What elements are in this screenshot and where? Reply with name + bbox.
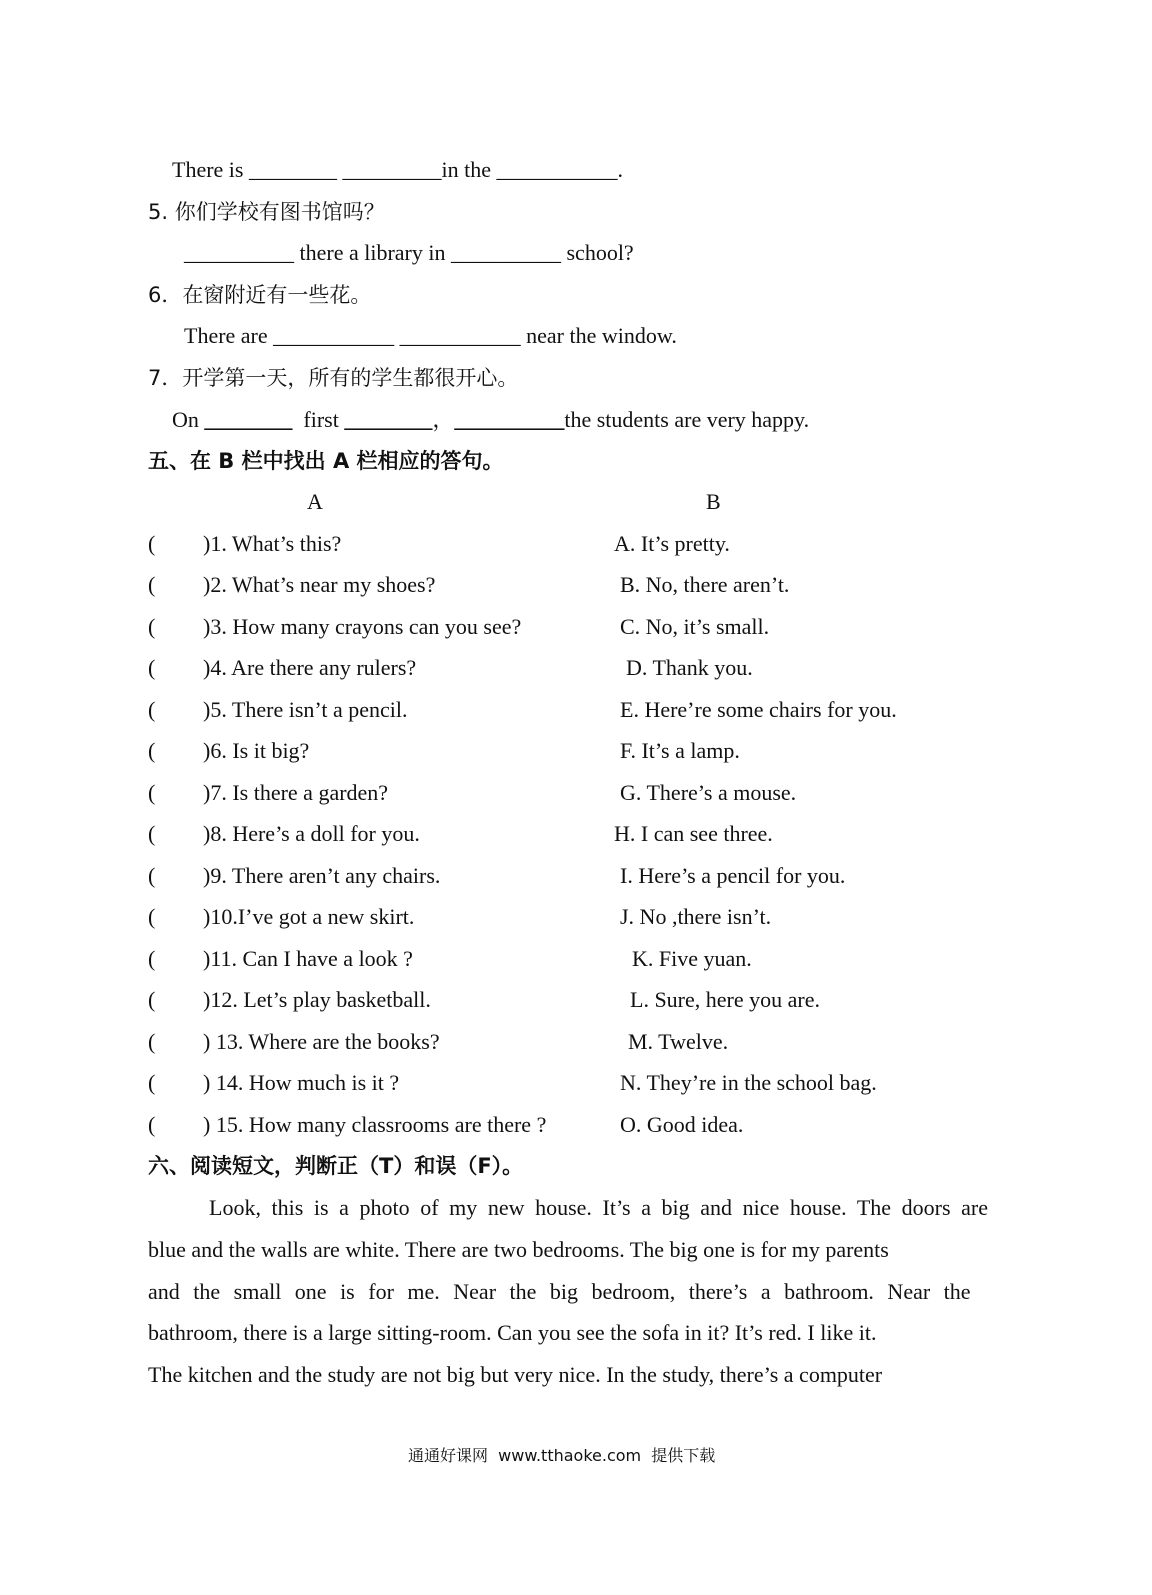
- question-a10: )10.I’ve got a new skirt.: [203, 904, 415, 929]
- answer-bracket: (: [148, 614, 156, 639]
- q6-answer-line: There are ___________ ___________ near the window.: [184, 323, 677, 348]
- answer-bracket: (: [148, 1070, 156, 1095]
- question-a8: )8. Here’s a doll for you.: [203, 821, 420, 846]
- answer-b-d: D. Thank you.: [626, 655, 753, 680]
- answer-b-o: O. Good idea.: [620, 1112, 744, 1137]
- answer-bracket: (: [148, 531, 156, 556]
- question-a11: )11. Can I have a look ?: [203, 946, 413, 971]
- question-a15: ) 15. How many classrooms are there ?: [203, 1112, 547, 1137]
- q5-answer-line: __________ there a library in __________ school?: [184, 240, 634, 265]
- page-footer: 通通好课网 www.tthaoke.com 提供下载: [408, 1446, 716, 1465]
- answer-bracket: (: [148, 572, 156, 597]
- answer-bracket: (: [148, 738, 156, 763]
- q7-blank-1: ________: [204, 407, 293, 432]
- q7-comma: ，: [432, 407, 455, 432]
- q5-prompt: 5. 你们学校有图书馆吗？: [148, 200, 385, 224]
- q7-answer-line: [172, 406, 809, 434]
- answer-bracket: (: [148, 1112, 156, 1137]
- passage-line-4: bathroom, there is a large sitting-room. Can you see the sofa in it? It’s red. I like it.: [148, 1320, 877, 1346]
- question-a1: )1. What’s this?: [203, 531, 342, 556]
- answer-b-c: C. No, it’s small.: [620, 614, 770, 639]
- answer-bracket: (: [148, 655, 156, 680]
- passage-line-2: blue and the walls are white. There are two bedrooms. The big one is for my parents: [148, 1236, 889, 1262]
- q7-on: On: [172, 407, 199, 432]
- answer-bracket: (: [148, 780, 156, 805]
- answer-b-e: E. Here’re some chairs for you.: [620, 697, 897, 722]
- column-a-label: A: [307, 489, 323, 514]
- question-a9: )9. There aren’t any chairs.: [203, 863, 441, 888]
- section6-heading: 六、阅读短文，判断正（T）和误（F）。: [148, 1154, 524, 1178]
- q7-tail: the students are very happy.: [564, 407, 810, 432]
- answer-b-j: J. No ,there isn’t.: [620, 904, 772, 929]
- question-a5: )5. There isn’t a pencil.: [203, 697, 408, 722]
- answer-b-l: L. Sure, here you are.: [630, 987, 820, 1012]
- answer-b-f: F. It’s a lamp.: [620, 738, 740, 763]
- answer-b-g: G. There’s a mouse.: [620, 780, 797, 805]
- answer-bracket: (: [148, 987, 156, 1012]
- q7-blank-2: ________: [344, 407, 433, 432]
- section5-heading: 五、在 B 栏中找出 A 栏相应的答句。: [148, 449, 504, 473]
- answer-bracket: (: [148, 697, 156, 722]
- question-a4: )4. Are there any rulers?: [203, 655, 417, 680]
- question-a12: )12. Let’s play basketball.: [203, 987, 431, 1012]
- answer-b-b: B. No, there aren’t.: [620, 572, 790, 597]
- answer-bracket: (: [148, 946, 156, 971]
- answer-bracket: (: [148, 1029, 156, 1054]
- answer-b-k: K. Five yuan.: [632, 946, 752, 971]
- question-a14: ) 14. How much is it ?: [203, 1070, 400, 1095]
- answer-b-a: A. It’s pretty.: [614, 531, 730, 556]
- answer-b-n: N. They’re in the school bag.: [620, 1070, 877, 1095]
- reading-passage: [148, 1187, 988, 1396]
- q6-prompt: 6．在窗附近有一些花。: [148, 283, 372, 307]
- question-a7: )7. Is there a garden?: [203, 780, 389, 805]
- q7-blank-3: __________: [454, 407, 565, 432]
- q7-first: first: [303, 407, 339, 432]
- q7-prompt: 7．开学第一天，所有的学生都很开心。: [148, 366, 519, 390]
- passage-line-5: The kitchen and the study are not big but very nice. In the study, there’s a computer: [148, 1362, 883, 1388]
- question-a3: )3. How many crayons can you see?: [203, 614, 522, 639]
- answer-bracket: (: [148, 904, 156, 929]
- answer-bracket: (: [148, 863, 156, 888]
- column-b-label: B: [706, 489, 721, 514]
- q4-answer-line: There is ________ _________in the ___________.: [172, 157, 623, 182]
- answer-b-m: M. Twelve.: [628, 1029, 729, 1054]
- answer-bracket: (: [148, 821, 156, 846]
- answer-b-h: H. I can see three.: [614, 821, 773, 846]
- passage-line-3: and the small one is for me. Near the big bedroom, there’s a bathroom. Near the: [148, 1278, 971, 1304]
- question-a6: )6. Is it big?: [203, 738, 310, 763]
- question-a13: ) 13. Where are the books?: [203, 1029, 440, 1054]
- question-a2: )2. What’s near my shoes?: [203, 572, 436, 597]
- passage-line-1: Look, this is a photo of my new house. It’s a big and nice house. The doors are: [209, 1195, 988, 1220]
- answer-b-i: I. Here’s a pencil for you.: [620, 863, 846, 888]
